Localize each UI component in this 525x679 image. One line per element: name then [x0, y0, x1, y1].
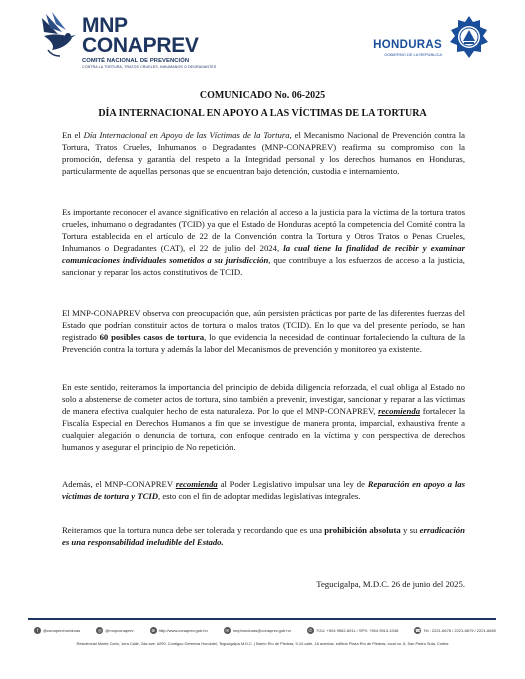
footer-divider	[28, 618, 496, 620]
phone-icon: ✆	[308, 627, 313, 633]
communique-number: COMUNICADO No. 06-2025	[199, 90, 326, 101]
government-subtitle: GOBIERNO DE LA REPÚBLICA	[384, 52, 442, 57]
footer-contact-email[interactable]	[224, 627, 291, 634]
instagram-icon: ◎	[97, 627, 102, 633]
footer-contact-text: @mnpconaprev	[105, 627, 134, 633]
globe-icon: ⊕	[151, 627, 156, 633]
footer-contact-text: http://www.conaprev.gob.hn	[158, 627, 208, 633]
paragraph-1: En el Día Internacional en Apoyo de las Víctimas de la Tortura, el Mecanismo Nacional de Prevención contra la Tortura, Tratos Crueles, Inhumanos o Degradantes (MNP-CONAPREV) reafirma su compromiso con la promoción, defensa y garantía del respeto a la Integridad personal y los derechos humanos en Honduras, particularmente de aquellas personas que se encuentran bajo detención, custodia e internamiento.	[62, 130, 466, 176]
footer-contact-website[interactable]	[150, 627, 208, 634]
footer-contact-text: mnphonduras@conaprev.gob.hn	[232, 627, 291, 633]
paragraph-2: Es importante reconocer el avance significativo en relación al acceso a la justicia para la víctima de la tortura tratos crueles, inhumano o degradantes (TCID) ya que el Estado de Honduras aceptó la competencia del Comité contra la Tortura establecida en el artículo de 22 de la Convención contra la Tortura y Otros Tratos o Penas Crueles, Inhumanos o Degradantes (CAT), el 22 de julio del 2024, la cual tiene la finalidad de recibir y examinar comunicaciones individuales sometidos a su jurisdicción, que contribuye a los esfuerzos de acceso a la justicia, sancionar y reparar los actos constitutivos de TCID.	[62, 207, 465, 277]
communique-title: DÍA INTERNACIONAL EN APOYO A LAS VÍCTIMAS DE LA TORTURA	[98, 108, 427, 119]
place-and-date: Tegucigalpa, M.D.C. 26 de junio del 2025.	[316, 579, 465, 589]
footer-address: Residencial Monte Carlo, 1era Calle, 2da ave. #290, Contiguo Gerencia Hondutel, Tegucigalpa M.D.C. | Barrio Río de Piedras, 9-10 calle, 18 avenida, edificio Plaza Río de Piedras, local no. 6, San Pedro Sula, Cortes.	[76, 641, 450, 646]
paragraph-4: En este sentido, reiteramos la importancia del principio de debida diligencia reforzada, el cual obliga al Estado no solo a abstenerse de cometer actos de tortura, sino también a prevenir, investigar, sancionar y reparar a las víctimas de manera efectiva cualquier hecho de esta naturaleza. Por lo que el MNP-CONAPREV, recomienda fortalecer la Fiscalía Especial en Derechos Humanos a fin que se investigue de manera pronta, imparcial, exhaustiva frente a cualquier alegación o denuncia de tortura, con enfoque centrado en la víctima y con perspectiva de derechos humanos y asegurar el principio de No repetición.	[62, 382, 465, 452]
facebook-icon: f	[34, 627, 41, 634]
phone-icon: ☎	[415, 627, 421, 633]
footer-contact-text: TGU: +504 9562-6011 / SPS: +504 9513-1048	[315, 627, 399, 633]
logo-line-1: COMITÉ NACIONAL DE PREVENCIÓN	[82, 58, 190, 64]
logo-line-2: CONTRA LA TORTURA, TRATOS CRUELES, INHUMANOS O DEGRADANTES	[82, 65, 217, 69]
dove-logo-icon	[38, 12, 78, 58]
footer-contacts	[34, 624, 496, 636]
footer-contact-text: Tel.: 2221-6678 / 2221-6679 / 2221-6680	[423, 627, 496, 633]
footer-contact-facebook[interactable]	[34, 627, 80, 634]
paragraph-5: Además, el MNP-CONAPREV recomienda al Poder Legislativo impulsar una ley de Reparación en apoyo a las víctimas de tortura y TCID, esto con el fin de adoptar medidas legislativas integrales.	[62, 479, 465, 501]
honduras-government-logo	[372, 14, 492, 66]
paragraph-6: Reiteramos que la tortura nunca debe ser tolerada y recordando que es una prohibición absoluta y su erradicación es una responsabilidad ineludible del Estado.	[62, 525, 465, 547]
footer-contact-text: @conaprevhonduras	[43, 627, 81, 633]
mnp-conaprev-logo	[38, 12, 238, 69]
footer-contact-mobile[interactable]	[307, 627, 398, 634]
honduras-wordmark: HONDURAS	[373, 39, 442, 51]
logo-name: MNP CONAPREV	[82, 14, 199, 57]
coat-of-arms-icon	[446, 14, 492, 62]
email-icon: ✉	[225, 627, 230, 633]
footer-contact-phone[interactable]	[414, 627, 496, 634]
paragraph-3: El MNP-CONAPREV observa con preocupación que, aún persisten prácticas por parte de las diferentes fuerzas del Estado que podrían constituir actos de tortura o malos tratos (TCID). En lo que va del presente período, se han registrado 60 posibles casos de tortura, lo que evidencia la necesidad de continuar fortaleciendo la cultura de la Prevención contra la tortura y además la labor del Mecanismos de prevención y monitoreo ya existente.	[62, 308, 465, 354]
footer-contact-instagram[interactable]	[96, 627, 133, 634]
